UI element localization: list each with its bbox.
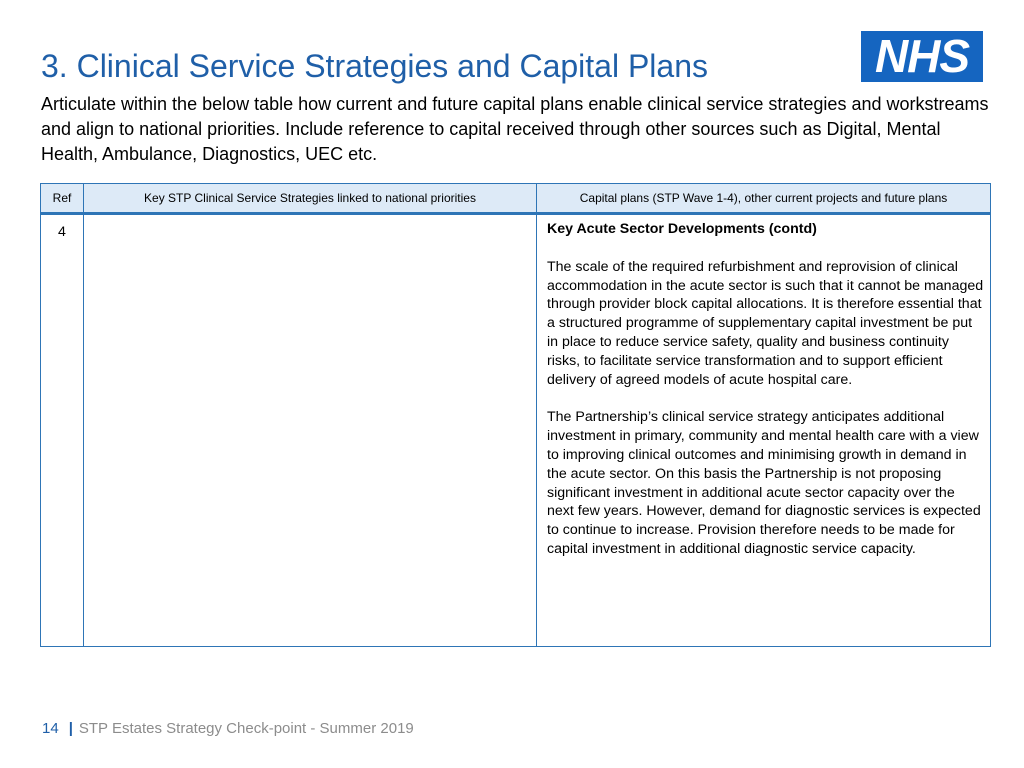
capital-plans-cell	[537, 214, 991, 647]
footer-divider: |	[68, 720, 73, 737]
column-header-strategies: Key STP Clinical Service Strategies linked to national priorities	[84, 184, 537, 214]
strategy-cell	[84, 214, 537, 647]
strategy-table	[40, 183, 991, 647]
capital-paragraph: The scale of the required refurbishment and reprovision of clinical accommodation in the acute sector is such that it cannot be managed through provider block capital allocations. It is therefore essential that a structured programme of supplementary capital investment be put in place to reduce service safety, quality and business continuity risks, to facilitate service transformation and to support efficient delivery of agreed models of acute hospital care.	[547, 258, 984, 388]
table-row	[41, 214, 991, 647]
column-header-ref: Ref	[41, 184, 84, 214]
table-header-row	[41, 184, 991, 214]
page-title: 3. Clinical Service Strategies and Capital Plans	[41, 48, 708, 84]
footer	[42, 720, 414, 737]
nhs-logo: NHS	[861, 31, 983, 82]
capital-section-title: Key Acute Sector Developments (contd)	[547, 221, 817, 237]
ref-cell: 4	[41, 214, 84, 647]
intro-text: Articulate within the below table how current and future capital plans enable clinical service strategies and workstreams and align to national priorities. Include reference to capital received through other sources such as Digital, Mental Health, Ambulance, Diagnostics, UEC etc.	[41, 94, 989, 164]
footer-text: STP Estates Strategy Check-point - Summer 2019	[78, 720, 414, 737]
page-number: 14	[42, 720, 59, 737]
capital-paragraph: The Partnership’s clinical service strategy anticipates additional investment in primary, community and mental health care with a view to improving clinical outcomes and minimising growth in demand in the acute sector. On this basis the Partnership is not proposing significant investment in additional acute sector capacity over the next few years. However, demand for diagnostic services is expected to continue to increase. Provision therefore needs to be made for capital investment in additional diagnostic service capacity.	[547, 409, 981, 557]
column-header-capital-plans: Capital plans (STP Wave 1-4), other current projects and future plans	[537, 184, 991, 214]
